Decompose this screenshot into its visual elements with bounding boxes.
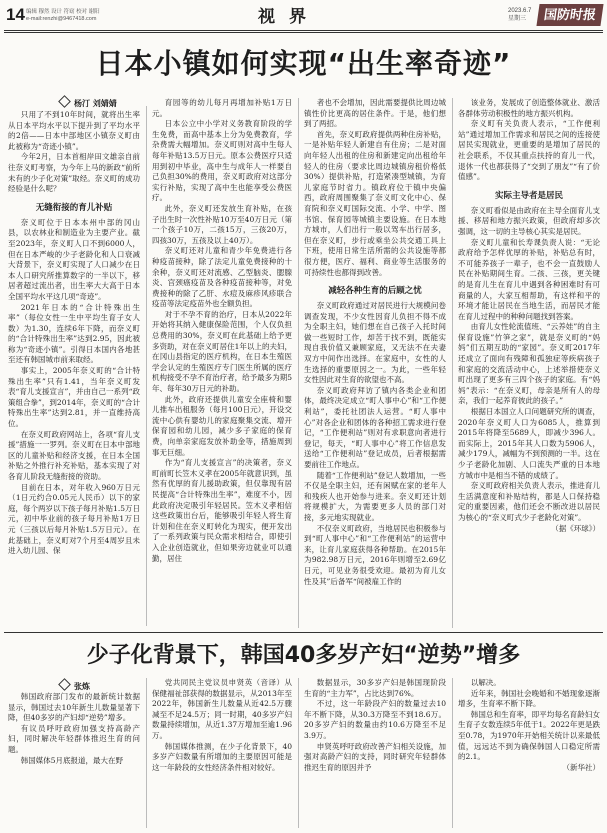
paragraph: 韩国媒体推测，在少子化背景下，40多岁产妇数量有所增加的主要原因可能是这一年龄段的女性经济条件相对较好。 <box>152 741 292 772</box>
column-divider <box>298 678 299 828</box>
article2-column-2 <box>152 678 292 830</box>
paragraph: 今年2月，日本首相岸田文雄亲自前往奈义町考察，为今年上马的新政“前所未有的少子化对策”取经。奈义町的成功经验是什么呢？ <box>8 152 140 194</box>
paragraph: 随着“工作便利站”登记人数增加，一些不仅是全职主妇，还有闲赋在家的老年人和残疾人也开始参与进来。奈义町还计划将规模扩大，为需要更多人员的部门对接，多元地实现就业。 <box>304 470 446 522</box>
article2-column-4 <box>458 678 600 830</box>
paragraph: 事实上，2005年奈义町的“合计特殊出生率”只有1.41，当年奈义町发表“育儿支援宣言”，并由自己一系列“政策组合拳”，到2014年，奈义町的“合计特殊出生率”达到2.81，并一直维持高位。 <box>8 366 140 429</box>
paragraph: 此外，奈义町还发放生育补贴，在孩子出生时一次性补贴10万至40万日元（第一个孩子10万，二孩15万，三孩20万，四孩30万，五孩及以上40万）。 <box>152 203 292 245</box>
newspaper-logo: 国防时报 <box>536 4 603 26</box>
paragraph: 奈义町政府拜访了镇内各类企业和团体，最终决定成立“町人事中心”和“工作便利站”，委托社团法人运营。“町人事中心”对各企业和团体的各种招工需求进行登记，“工作便利站”则对有求职意向者进行登记，每天，“町人事中心”将工作信息发送给“工作便利站”登记成员，后者根据需要前往工作地点。 <box>304 385 446 469</box>
subheading: 实际主导者是居民 <box>494 190 563 201</box>
paragraph: 由育儿女性轮流值班、“云养娃”的自主保育设施”竹笋之家”，就是奈义町的“妈妈”们五期互助的“家园”。奈义町2017年还成立了面向有残障和孤独症等疾病孩子和家庭的交流活动中心，上述举措使奈义町出现了更多有三四个孩子的家庭。有“妈妈”表示：“在奈义町，母亲是所有人的母亲，我们一起养育彼此的孩子。” <box>458 322 600 406</box>
paragraph: 不过，这一年龄段产妇的数量过去10年不断下降，从30.3万降至不到18.6万。20多岁产妇的数量由约10.6万降至不足3.9万。 <box>304 699 446 740</box>
paragraph: 对于不孕不育的治疗，日本从2022年开始将其纳入健康保险范围，个人仅负担总费用的30%，奈义町在此基础上给予更多资助，对在奈义町居住1年以上的夫妇，在冈山县指定的医疗机构，在日本生殖医学会认定的生殖医疗专门医生所属的医疗机构接受不孕不育治疗者，给予最多为期5年、每年30万日元的补助。 <box>152 309 292 394</box>
paragraph: 党共同民主党议员申贤英（音译）从保健福祉部获得的数据显示，从2013年至2022年，韩国新生儿数量从近42.5万骤减至不足24.5万；同一时期，40多岁产妇数量持续增加，从近1.37万增加至逾1.96万。 <box>152 678 292 740</box>
article1-column-1 <box>8 110 140 630</box>
paragraph: 韩国政府部门发布的最新统计数据显示，韩国过去10年新生儿数量显著下降，但40多岁的产妇却“逆势”增多。 <box>8 692 140 723</box>
diamond-icon <box>58 678 71 691</box>
paragraph: 作为“育儿支援宣言”的决策者，奈义町前町长笠木义孝在2005年就意识到，虽然有优厚的育儿援助政策，但仅靠现有居民提高“合计特殊出生率”，难度不小，因此政府决定吸引年轻居民。笠木义孝相信这些政策出台后，能够吸引年轻人将生育计划和住在奈义町转化为现实，便开发出了一系列政策与民众需求相结合，即使引入企业创造就业，但如果旁边就业可以通勤，居住 <box>152 458 292 563</box>
email-line: e-mail:renzhi@9467418.com <box>26 16 97 22</box>
paragraph: 以解决。 <box>470 678 501 687</box>
article-signature: （据《环球》） <box>551 523 600 533</box>
paragraph: 在奈义町政府网站上，各项“育儿支援”措施一一罗列。奈义町在日本中部地区的儿童补贴和经济支援，在日本全国补贴之外推行补充补贴，基本实现了对各育儿阶段无缝衔接的资助。 <box>8 429 140 481</box>
subheading: 无缝衔接的育儿补贴 <box>35 202 113 213</box>
byline <box>60 97 117 109</box>
paragraph: 根据日本国立人口问题研究所的调查，2020年奈义町人口为6085人，推算到2015年将降至5689人，即减少396人。而实际上，2015年其人口数为5906人，减少179人，减幅为不到预测的一半。这在少子老龄化加剧、人口流失严重的日本地方城市中是相当不错的成绩了。 <box>458 407 600 480</box>
page-number: 14 <box>6 5 25 24</box>
paragraph: 奈义町政府通过对居民进行大规模问卷调查发现，不少女性因育儿负担不得不成为全职主妇，她们想在自己孩子入托时间做一些短时工作，却苦于找不到，既能实现自我价值又兼顾家庭，又无法不在夫妻双方中间作出选择。在家庭中，女性的人生选择的重要原因之一。为此，一些年轻女性因此对生育的欲望也不高。 <box>304 301 446 385</box>
author-name: 张炼 <box>74 682 90 691</box>
diamond-icon <box>58 95 71 108</box>
paragraph: 日本公立中小学对义务教育阶段的学生免费，而高中基本上分为免费教育，学杂费需大幅增加。奈义町则对高中生每人每年补贴13.5万日元。原本公费医疗只适用到初中毕业，高中生与成年人一样要自己负担30%的费用，奈义町政府对这部分实行补贴，实现了高中生也能享受公费医疗。 <box>152 119 292 203</box>
paragraph: 育园等的幼儿每月再增加补贴1万日元。 <box>152 98 292 118</box>
paragraph: 首先，奈义町政府提供两种住房补贴，一是补贴年轻人新建自有住房；二是对面向年轻人出租的住房和新建定向出租给年轻人的住房（要求比周边城镇房租价格低30%）提供补贴，打造紧凑型城镇，为育儿家庭节时省力。镇政府位于镇中央偏西，政府周围聚集了奈义町文化中心、保育院和奈义町国际交流、小学、中学、图书馆、保育园等城镇主要设施。在日本地方城市，人们出行一般以驾车出行居多，但在奈义町，步行或乘坐公共交通工具上下班，使用日常生活所需的公共设施等都很方便，医疗、福利、商业等生活服务的可持续性也都得到改善。 <box>304 129 446 277</box>
column-divider <box>298 98 299 628</box>
paragraph: 近年来，韩国社会晚婚和不婚现象逐渐增多，生育率不断下降。 <box>458 688 600 709</box>
weekday-line: 星期三 <box>508 16 527 22</box>
article-signature: （新华社） <box>562 762 600 772</box>
headline-secondary: 少子化背景下，韩国40多岁产妇“逆势”增多 <box>86 643 521 668</box>
column-divider <box>452 678 453 828</box>
paragraph: 2021年日本的“合计特殊出生率”（每位女性一生中平均生育子女人数）为1.30，连续6年下降，而奈义町的“合计特殊出生率”达到2.95，因此被称为“奇迹小镇”。引得日本国内各地甚至还有韩国城市前来取经。 <box>8 302 140 365</box>
paragraph: 只用了不到10年时间，就将出生率从日本平均水平以下提升到了平均水平的2倍——日本中部地区小镇奈义町由此被称为“奇迹小镇”。 <box>8 110 140 151</box>
paragraph: 奈义町政府相关负责人表示，推进育儿生活满意度和补贴结构，都是人口保持稳定的重要因素，他们还会不断改进以居民为核心的“奈义町式少子老龄化对策”。 <box>458 481 600 522</box>
author-name: 杨汀 刘婧婧 <box>74 99 117 108</box>
paragraph: 奈义町有关负责人表示，“工作便利站”通过增加工作需求和居民之间的连接使居民实现就业，更重要的是增加了居民的社会联系，不仅其重点扶持的育儿一代，退休一代也都获得了“交到了朋友”“有了价值感”。 <box>458 119 600 182</box>
editor-line: 编辑 穆然 设计 符窈 校对 谢阳 <box>26 9 100 15</box>
column-divider <box>146 678 147 828</box>
paragraph: 不仅奈义町政府，当地居民也积极参与到“町人事中心”和“工作便利站”的运营中来，让育儿家庭获得各种帮助。在2015年为982.98万日元，2016年则增至2.69亿日元，可见业务很受欢迎。最初为育儿女性及其”后备军“间被雇工作的 <box>304 523 446 586</box>
paragraph: 此外，政府还提供儿童安全座椅和婴儿推车出租服务（每月100日元），开设交流中心供有婴幼儿的家庭聚集交流、增开保育园和幼儿园，减少多子家庭的保育费，向单亲家庭发放补助金等，措施周到事无巨细。 <box>152 394 292 457</box>
paragraph: 目前在日本，对年收入960万日元（1日元约合0.05元人民币）以下的家庭，每个两岁以下孩子每月补贴1.5万日元，初中毕业前的孩子每月补贴1万日元（三孩以后每月补贴1.5万日元）。在此基础上，奈义町对7个月至4周岁且未进入幼儿园、保 <box>8 482 140 556</box>
paragraph: 该业务，发展成了创造整体就业、激活各群体劳动积极性的地方振兴机构。 <box>458 98 600 118</box>
article2-column-3 <box>304 678 446 830</box>
paragraph: 奈义町看似是由政府在主导全面育儿支援、移居和地方振兴政策，但政府却多次强调，这一切的主导核心其实是居民。 <box>458 205 600 236</box>
paragraph: 申贤英呼吁政府改善产妇相关设施，加强对高龄产妇的支持，同时研究年轻群体推迟生育的原因并予 <box>304 741 446 772</box>
editor-credits <box>26 9 100 23</box>
article1-column-3 <box>304 98 446 630</box>
paragraph: 奈义町儿童和长寿课负责人说：“无论政府给予怎样优厚的补贴，补贴总有时，不可能养孩子一辈子，也不会一直鼓励人民在补贴期间生育。二孩、三孩，更关键的是育儿生在育儿中遇到各种困难时有可商量的人，大家互相帮助，有这样和平的环境才能让居民在当地生活，而居民才能在育儿过程中的种种问题找到答案。 <box>458 237 600 321</box>
article1-column-2 <box>152 98 292 630</box>
paragraph: 韩国媒体5月底报道，最大在野 <box>20 755 124 765</box>
section-title: 视界 <box>258 7 320 27</box>
article1-column-4 <box>458 98 600 632</box>
paragraph: 奈义町位于日本本州中部的冈山县，以农林业和制造业为主要产业。截至2023年，奈义町人口不到6000人，但在日本严峻的少子老龄化和人口衰减大背景下，奈义町实现了人口减少在日本人口研究所推算数字的一半以下，移居者超过流出者，出生率大大高于日本全国平均水平这几项“奇迹”。 <box>8 217 140 301</box>
subheading: 减轻各种生育的后顾之忧 <box>328 286 422 297</box>
headline-main: 日本小镇如何实现“出生率奇迹” <box>95 47 512 80</box>
masthead-rule-2 <box>4 32 603 33</box>
column-divider <box>452 98 453 628</box>
byline <box>60 680 90 692</box>
article-separator <box>4 632 603 633</box>
paragraph: 有议员呼吁政府加强支持高龄产妇，同时解决年轻群体推迟生育的问题。 <box>8 723 140 754</box>
paragraph: 韩国总和生育率，即平均每名育龄妇女生育子女数连续5年低于1。2022年更是跌至0.78，为1970年开始相关统计以来最低值，远远达不到为确保韩国人口稳定所需的2.1。 <box>458 709 600 762</box>
article2-column-1 <box>8 692 140 830</box>
column-divider <box>146 106 147 626</box>
masthead-rule <box>4 30 603 31</box>
date-line: 2023.6.7 <box>508 8 532 14</box>
paragraph: 奈义町还对儿童和青少年免费进行各种疫苗接种，除了法定儿童免费接种的十余种，奈义町还对流感、乙型脑炎、腮腺炎、宫颈癌疫苗及各种疫苗接种等，对免费接种的除了乙肝、水痘及麻疹风疹联合疫苗等法定疫苗外也全额负担。 <box>152 246 292 309</box>
paragraph: 数据显示，30多岁产妇是韩国现阶段生育的“主力军”，占比达到76%。 <box>304 678 446 698</box>
paragraph: 者也不会增加，因此需要提供比周边城镇性价比更高的居住条件。于是，他们想到了两招。 <box>304 98 446 129</box>
issue-date <box>508 7 531 23</box>
